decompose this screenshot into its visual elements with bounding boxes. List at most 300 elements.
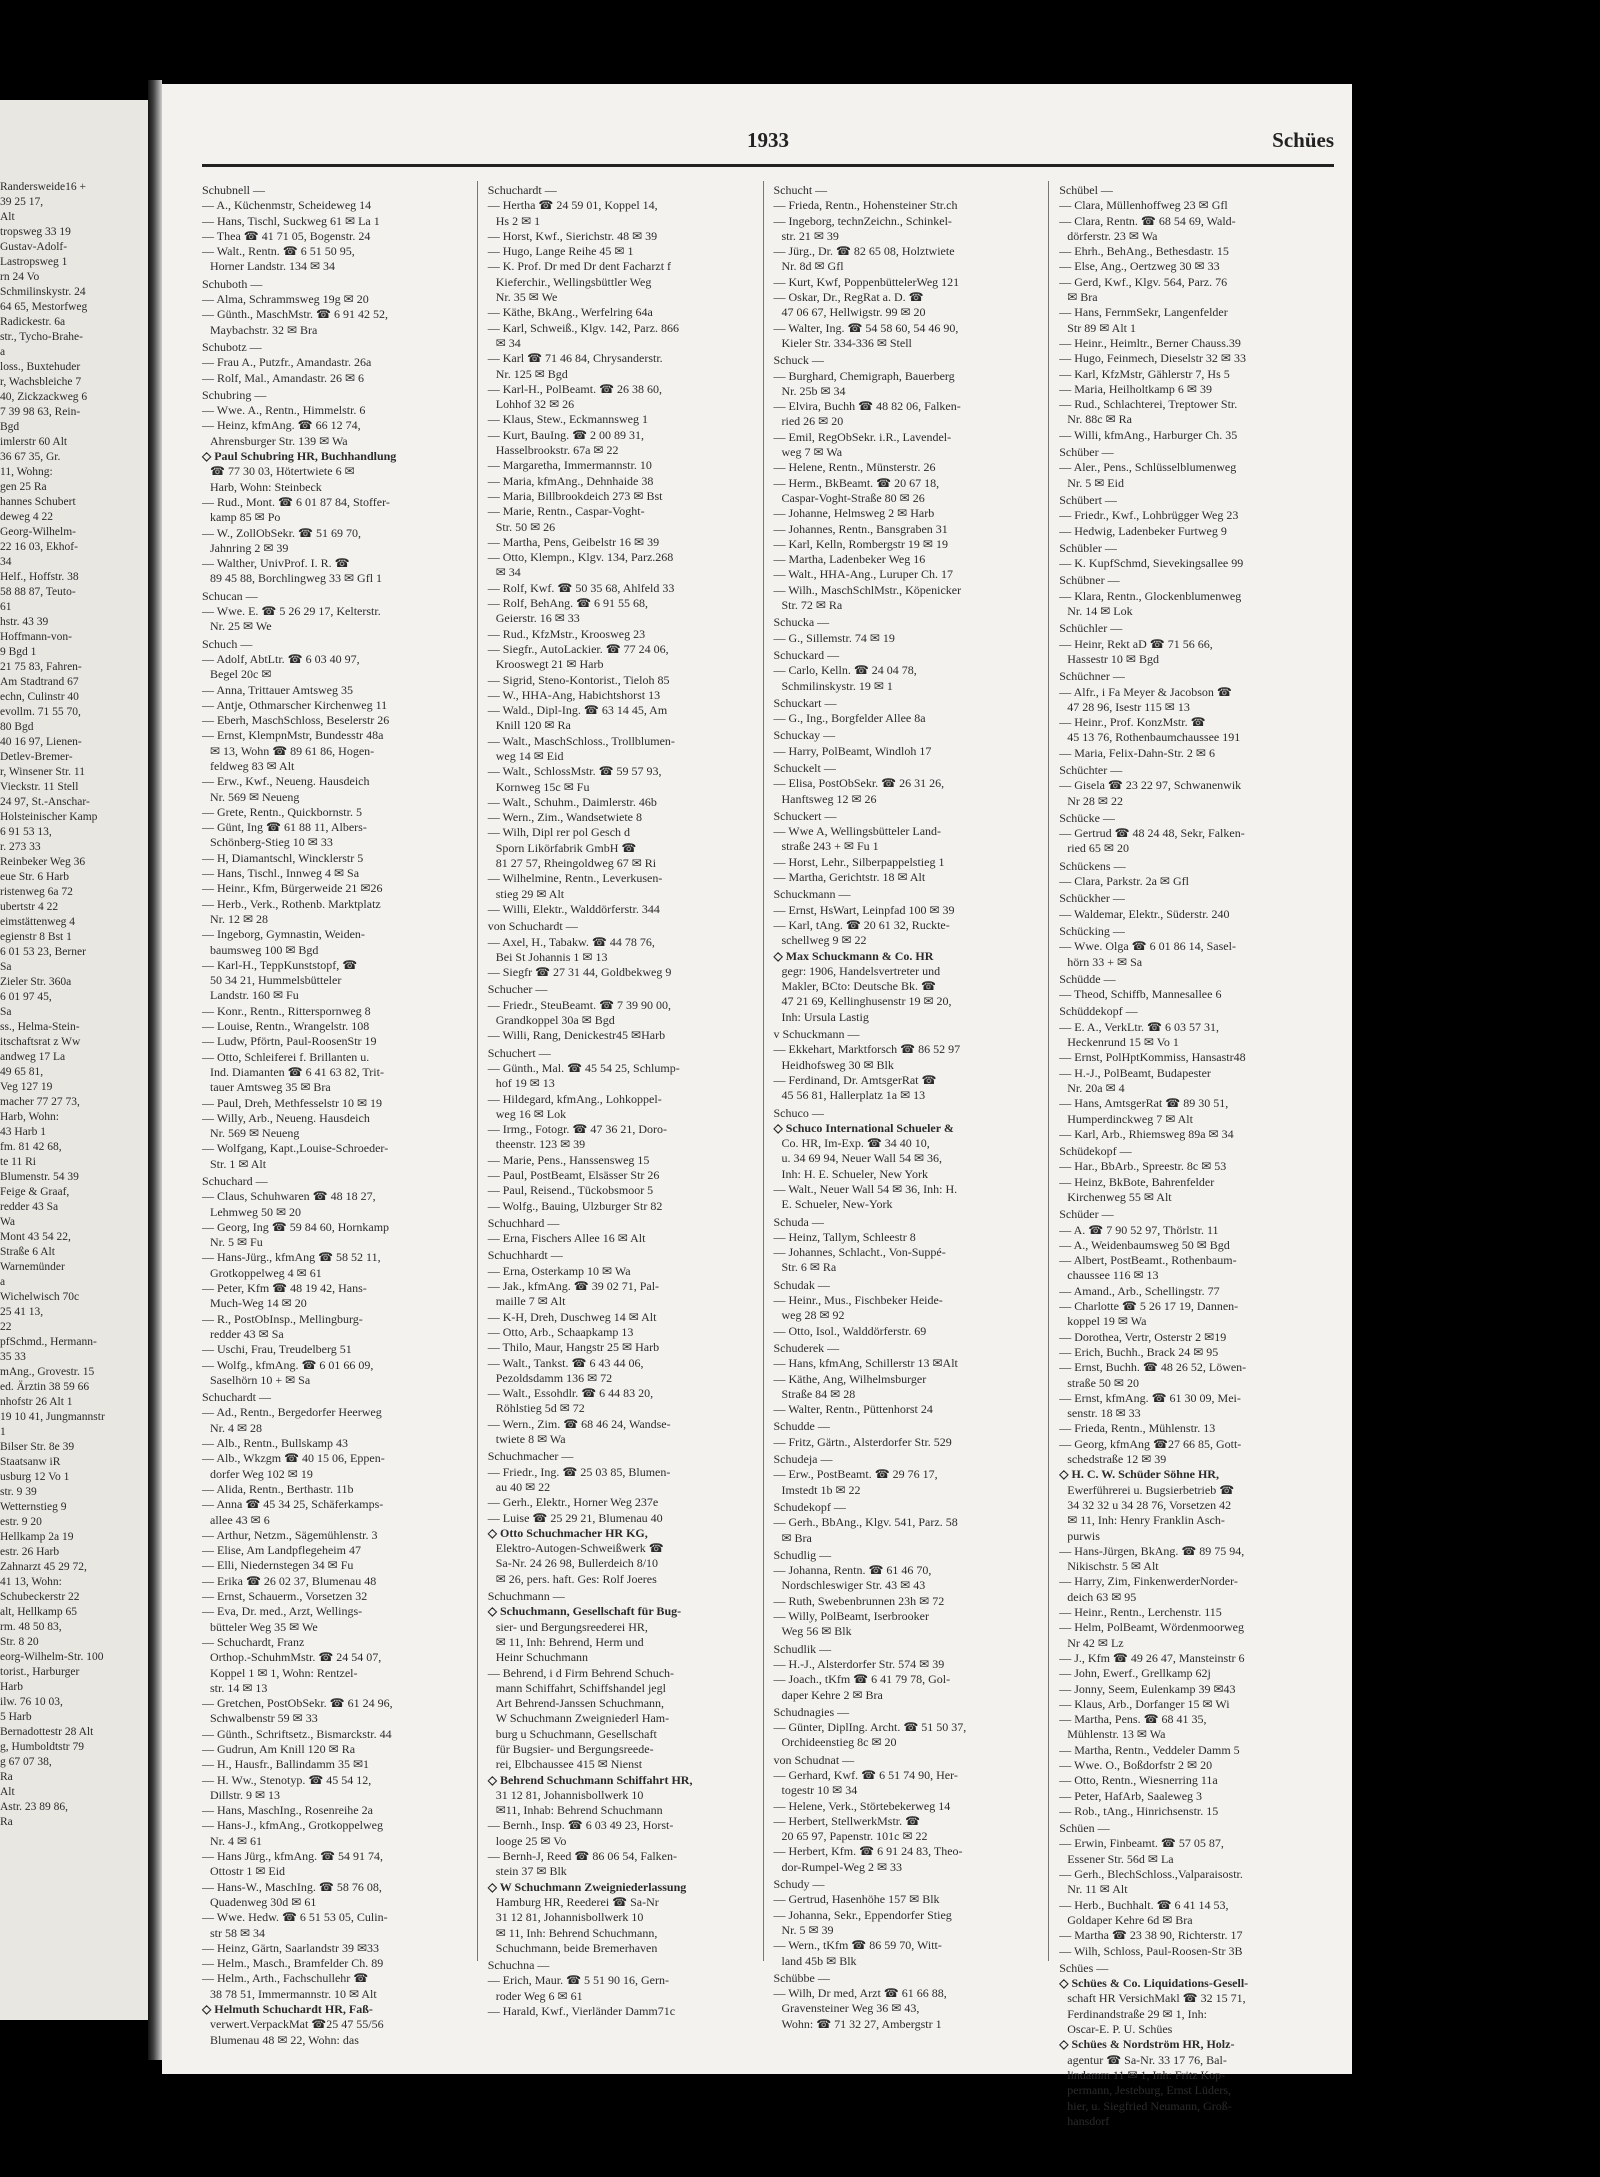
directory-entry-line: — Peter, HafArb, Saaleweg 3	[1059, 1788, 1203, 1803]
directory-entry-line: sier- und Bergungsreederei HR,	[495, 1619, 648, 1634]
directory-entry-line: — W., HHA-Ang, Habichtshorst 13	[487, 687, 661, 702]
directory-entry-line: ✉ 11, Inh: Henry Franklin Asch-	[1067, 1513, 1225, 1528]
directory-entry-line: — Herb., Buchhalt. ☎ 6 41 14 53,	[1059, 1897, 1229, 1912]
directory-entry-line: — Erna, Osterkamp 10 ✉ Wa	[487, 1263, 631, 1278]
directory-entry-line: — John, Ewerf., Grellkamp 62j	[1059, 1666, 1211, 1681]
directory-entry-line: — Sigrid, Steno-Kontorist., Tieloh 85	[487, 672, 670, 687]
surname-heading: Schuckelt —	[773, 760, 836, 775]
directory-entry-line: Heidhofsweg 30 ✉ Blk	[781, 1057, 894, 1072]
directory-entry-line: — Heinz, BkBote, Bahrenfelder	[1059, 1174, 1215, 1189]
directory-entry-line: — Walther, UnivProf. I. R. ☎	[202, 556, 350, 571]
directory-entry-line: baumsweg 100 ✉ Bgd	[210, 942, 319, 957]
directory-entry-line: — Behrend, i d Firm Behrend Schuch-	[487, 1665, 675, 1680]
directory-entry-line: — Joach., tKfm ☎ 6 41 79 78, Gol-	[773, 1672, 951, 1687]
directory-entry-line: — Günt, Ing ☎ 61 88 11, Albers-	[202, 820, 367, 835]
directory-entry-line: — Hans Jürg., kfmAng. ☎ 54 91 74,	[202, 1849, 384, 1864]
directory-entry-line: Kieler Str. 334-336 ✉ Stell	[781, 335, 912, 350]
directory-entry-line: — G., Sillemstr. 74 ✉ 19	[773, 630, 895, 645]
directory-entry-line: 47 06 67, Hellwigstr. 99 ✉ 20	[781, 305, 926, 320]
directory-entry-line: feldweg 83 ✉ Alt	[210, 758, 295, 773]
directory-entry-line: — Jonny, Seem, Eulenkamp 39 ✉43	[1059, 1681, 1236, 1696]
directory-entry-line: — H. Ww., Stenotyp. ☎ 45 54 12,	[202, 1772, 372, 1787]
directory-entry-line: straße 50 ✉ 20	[1067, 1375, 1139, 1390]
directory-entry-line: — Otto, Isol., Walddörferstr. 69	[773, 1323, 927, 1338]
directory-entry-line: — Friedr., Ing. ☎ 25 03 85, Blumen-	[487, 1464, 671, 1479]
directory-entry-line: au 40 ✉ 22	[495, 1479, 551, 1494]
directory-entry-line: 45 13 76, Rothenbaumchaussee 191	[1067, 730, 1241, 745]
surname-heading: Schuderek —	[773, 1340, 840, 1355]
directory-entry-line: Landstr. 160 ✉ Fu	[210, 988, 299, 1003]
directory-entry-line: — Walt., Essohdlr. ☎ 6 44 83 20,	[487, 1386, 654, 1401]
directory-entry-line: Nr. 88c ✉ Ra	[1067, 412, 1132, 427]
left-page-line: deweg 4 22	[0, 511, 54, 523]
directory-entry-line: — Klara, Rentn., Glockenblumenweg	[1059, 588, 1242, 603]
directory-entry-line: Kornweg 15c ✉ Fu	[495, 779, 590, 794]
directory-entry-line: — Helm, PolBeamt, Wördenmoorweg	[1059, 1620, 1244, 1635]
directory-entry-line: hansdorf	[1067, 2113, 1110, 2128]
left-page-line: Alt	[0, 211, 15, 223]
left-page-line: andweg 17 La	[0, 1051, 66, 1063]
surname-heading: Schuchhardt —	[487, 1248, 563, 1263]
directory-entry-line: — Walter, Ing. ☎ 54 58 60, 54 46 90,	[773, 320, 959, 335]
book-gutter	[148, 80, 162, 2060]
left-page-line: ss., Helma-Stein-	[0, 1021, 80, 1033]
directory-entry-line: — Hans, FernmSekr, Langenfelder	[1059, 305, 1228, 320]
directory-entry-line: Maybachstr. 32 ✉ Bra	[210, 322, 318, 337]
left-page-line: Alt	[0, 1786, 15, 1798]
directory-entry-line: — Claus, Schuhwaren ☎ 48 18 27,	[202, 1189, 376, 1204]
directory-entry-line: Kirchenweg 55 ✉ Alt	[1067, 1190, 1172, 1204]
directory-entry-line: Nr. 569 ✉ Neueng	[210, 1126, 300, 1141]
directory-entry-line: Lohhof 32 ✉ 26	[495, 397, 575, 412]
directory-entry-line: — Wwe. E. ☎ 5 26 29 17, Kelterstr.	[202, 604, 381, 619]
left-page-line: Blumenstr. 54 39	[0, 1171, 79, 1183]
directory-entry-line: — Thea ☎ 41 71 05, Bogenstr. 24	[202, 228, 371, 243]
directory-entry-line: — Walt., Rentn. ☎ 6 51 50 95,	[202, 244, 355, 259]
directory-entry-line: — Marie, Pens., Hanssensweg 15	[487, 1152, 650, 1167]
directory-entry-line: — Grete, Rentn., Quickbornstr. 5	[202, 804, 362, 819]
directory-entry-line: — Bernh-J, Reed ☎ 86 06 54, Falken-	[487, 1849, 678, 1864]
left-page-line: Randersweide16 +	[0, 181, 87, 193]
surname-heading: v Schuckmann —	[773, 1027, 860, 1042]
left-page-line: estr. 26 Harb	[0, 1546, 60, 1558]
directory-entry-line: u. 34 69 94, Neuer Wall 54 ✉ 36,	[781, 1151, 943, 1166]
directory-entry-line: — Irmg., Fotogr. ☎ 47 36 21, Doro-	[487, 1122, 668, 1137]
directory-entry-line: — Günth., Mal. ☎ 45 54 25, Schlump-	[487, 1060, 680, 1075]
surname-heading: Schüchter —	[1059, 762, 1123, 777]
directory-entry-line: dörferstr. 23 ✉ Wa	[1067, 228, 1158, 243]
directory-entry-line: — R., PostObInsp., Mellingburg-	[202, 1311, 363, 1326]
left-page-line: hannes Schubert	[0, 496, 76, 508]
directory-entry-line: — Wilh, Dipl rer pol Gesch d	[487, 825, 631, 840]
directory-entry-line: togestr 10 ✉ 34	[781, 1783, 858, 1798]
directory-entry-line: Nordschleswiger Str. 43 ✉ 43	[781, 1578, 926, 1593]
directory-entry-line: — Hans-W., MaschIng. ☎ 58 76 08,	[202, 1879, 382, 1894]
directory-entry-line: — Hertha ☎ 24 59 01, Koppel 14,	[487, 198, 658, 213]
directory-entry-line: — Eva, Dr. med., Arzt, Wellings-	[202, 1604, 363, 1619]
directory-entry-line: Nr. 5 ✉ Eid	[1067, 475, 1124, 490]
directory-entry-line: — Heinr., Heimltr., Berner Chauss.39	[1059, 335, 1241, 350]
left-page-line: Harb, Wohn:	[0, 1111, 59, 1123]
firm-entry: ◇ Behrend Schuchmann Schiffahrt HR,	[487, 1772, 693, 1787]
directory-entry-line: — Elise, Am Landpflegeheim 47	[202, 1543, 361, 1558]
surname-heading: Schüchner —	[1059, 669, 1125, 684]
directory-entry-line: schaft HR VersichMakl ☎ 32 15 71,	[1067, 1991, 1246, 2006]
left-page-line: loss., Buxtehuder	[0, 361, 81, 373]
directory-entry-line: straße 243 + ✉ Fu 1	[781, 839, 879, 854]
left-page-line: Lastropsweg 1	[0, 256, 68, 268]
directory-entry-line: — Wald., Dipl-Ing. ☎ 63 14 45, Am	[487, 703, 668, 718]
directory-entry-line: — Eberh, MaschSchloss, Beselerstr 26	[202, 713, 390, 728]
directory-entry-line: — Martha, Gerichtstr. 18 ✉ Alt	[773, 870, 926, 885]
directory-entry-line: — Otto, Rentn., Wiesnerring 11a	[1059, 1773, 1218, 1788]
left-page-line: 43 Harb 1	[0, 1126, 46, 1138]
left-page-line: echn, Culinstr 40	[0, 691, 79, 703]
surname-heading: Schuchmacher —	[487, 1449, 574, 1464]
directory-entry-line: — Ernst, HsWart, Leinpfad 100 ✉ 39	[773, 902, 955, 917]
directory-entry-line: ried 26 ✉ 20	[781, 414, 844, 429]
left-page-line: Georg-Wilhelm-	[0, 526, 76, 538]
directory-entry-line: Ahrensburger Str. 139 ✉ Wa	[210, 433, 348, 448]
directory-entry-line: — Burghard, Chemigraph, Bauerberg	[773, 368, 955, 383]
surname-heading: Schüen —	[1059, 1821, 1110, 1836]
directory-entry-line: — Elisa, PostObSekr. ☎ 26 31 26,	[773, 776, 945, 791]
directory-entry-line: — Rud., Schlachterei, Treptower Str.	[1059, 397, 1238, 412]
directory-entry-line: — Heinr, Rekt aD ☎ 71 56 66,	[1059, 636, 1213, 651]
left-page-line: Bgd	[0, 421, 20, 433]
directory-entry-line: hörn 33 + ✉ Sa	[1067, 954, 1143, 969]
directory-entry-line: — Hildegard, kfmAng., Lohkoppel-	[487, 1091, 662, 1106]
directory-entry-line: Röhlstieg 5d ✉ 72	[495, 1401, 585, 1416]
directory-entry-line: Ewerführerei u. Bugsierbetrieb ☎	[1067, 1482, 1235, 1497]
directory-entry-line: — Rolf, Mal., Amandastr. 26 ✉ 6	[202, 370, 365, 385]
directory-entry-line: Begel 20c ✉	[210, 667, 272, 682]
directory-entry-line: — Wern., tKfm ☎ 86 59 70, Witt-	[773, 1938, 942, 1953]
directory-entry-line: — Heinr., Mus., Fischbeker Heide-	[773, 1293, 943, 1308]
directory-entry-line: 31 12 81, Johannisbollwerk 10	[495, 1910, 644, 1925]
directory-entry-line: — Hugo, Feinmech, Dieselstr 32 ✉ 33	[1059, 351, 1246, 366]
surname-heading: Schuckart —	[773, 695, 837, 710]
left-page-line: tropsweg 33 19	[0, 226, 71, 238]
left-page-line: 34	[0, 556, 12, 568]
firm-entry: ◇ Helmuth Schuchardt HR, Faß-	[202, 2002, 373, 2017]
left-page-line: Straße 6 Alt	[0, 1246, 55, 1258]
directory-entry-line: — Wwe. Olga ☎ 6 01 86 14, Sasel-	[1059, 939, 1236, 954]
column-3	[773, 181, 1050, 2031]
left-page-line: ristenweg 6a 72	[0, 886, 73, 898]
directory-entry-line: — Herb., Verk., Rothenb. Marktplatz	[202, 896, 381, 911]
directory-entry-line: ✉ Bra	[781, 1530, 812, 1545]
surname-heading: Schucka —	[773, 615, 830, 630]
left-page-line: Wa	[0, 1216, 16, 1228]
firm-entry: ◇ Otto Schuchmacher HR KG,	[487, 1525, 648, 1540]
directory-entry-line: — Frieda, Rentn., Mühlenstr. 13	[1059, 1421, 1216, 1436]
directory-entry-line: — Karl-H., TeppKunststopf, ☎	[202, 957, 358, 972]
surname-heading: Schuchert —	[487, 1045, 551, 1060]
directory-entry-line: — Käthe, Ang, Wilhelmsburger	[773, 1371, 927, 1386]
directory-entry-line: — Wolfgang, Kapt.,Louise-Schroeder-	[202, 1141, 389, 1156]
directory-entry-line: — Friedr., SteuBeamt. ☎ 7 39 90 00,	[487, 997, 672, 1012]
directory-entry-line: Bei St Johannis 1 ✉ 13	[495, 949, 608, 964]
directory-entry-line: — Rud., KfzMstr., Kroosweg 23	[487, 626, 646, 641]
left-page-line: estr. 9 20	[0, 1516, 42, 1528]
directory-entry-line: Krooswegt 21 ✉ Harb	[495, 657, 604, 672]
left-page-line: eue Str. 6 Harb	[0, 871, 69, 883]
directory-entry-line: — Klaus, Stew., Eckmannsweg 1	[487, 412, 648, 427]
directory-entry-line: — Herbert, Kfm. ☎ 6 91 24 83, Theo-	[773, 1844, 963, 1859]
left-page-line: Zieler Str. 360a	[0, 976, 72, 988]
directory-entry-line: ✉ 11, Inh: Behrend Schuchmann,	[495, 1925, 658, 1940]
left-page-line: 39 25 17,	[0, 196, 44, 208]
directory-entry-line: Essener Str. 56d ✉ La	[1067, 1851, 1174, 1866]
directory-entry-line: Schmilinskystr. 19 ✉ 1	[781, 678, 893, 693]
directory-entry-line: — Axel, H., Tabakw. ☎ 44 78 76,	[487, 934, 655, 949]
surname-heading: Schuchhard —	[487, 1215, 560, 1230]
left-page-line: Wichelwisch 70c	[0, 1291, 80, 1303]
surname-heading: Schüchler —	[1059, 621, 1123, 636]
left-page-line: 1	[0, 1426, 6, 1438]
directory-entry-line: — Amand., Arb., Schellingstr. 77	[1059, 1283, 1220, 1298]
directory-entry-line: — Otto, Arb., Schaapkamp 13	[487, 1324, 634, 1339]
left-page-line: 6 91 53 13,	[0, 826, 52, 838]
directory-entry-line: maille 7 ✉ Alt	[495, 1294, 566, 1309]
directory-entry-line: — Ferdinand, Dr. AmtsgerRat ☎	[773, 1072, 937, 1087]
left-page-line: Gustav-Adolf-	[0, 241, 68, 253]
directory-entry-line: — Albert, PostBeamt., Rothenbaum-	[1059, 1253, 1237, 1268]
left-page-line: str. 9 39	[0, 1486, 37, 1498]
directory-entry-line: — Hans, Tischl., Innweg 4 ✉ Sa	[202, 866, 360, 881]
directory-entry-line: — Marie, Rentn., Caspar-Voght-	[487, 504, 645, 519]
directory-entry-line: — Ernst, KlempnMstr, Bundesstr 48a	[202, 728, 384, 743]
directory-entry-line: Ferdinandstraße 29 ✉ 1, Inh:	[1067, 2006, 1207, 2021]
firm-entry: ◇ H. C. W. Schüder Söhne HR,	[1059, 1467, 1219, 1482]
directory-entry-line: 38 78 51, Immermannstr. 10 ✉ Alt	[210, 1986, 377, 2001]
firm-entry: ◇ Schües & Co. Liquidations-Gesell-	[1059, 1976, 1249, 1991]
left-page-line: Reinbeker Weg 36	[0, 856, 86, 868]
directory-entry-line: — Gertrud ☎ 48 24 48, Sekr, Falken-	[1059, 826, 1245, 841]
directory-entry-line: Hanftsweg 12 ✉ 26	[781, 791, 877, 806]
surname-heading: Schuckard —	[773, 647, 840, 662]
left-page-line: redder 43 Sa	[0, 1201, 59, 1213]
directory-entry-line: — Johannes, Schlacht., Von-Suppé-	[773, 1245, 946, 1260]
directory-entry-line: Schönberg-Stieg 10 ✉ 33	[210, 835, 333, 850]
left-page-line: Helf., Hoffstr. 38	[0, 571, 79, 583]
directory-entry-line: 81 27 57, Rheingoldweg 67 ✉ Ri	[495, 856, 657, 871]
directory-entry-line: — Anna, Trittauer Amtsweg 35	[202, 682, 354, 697]
directory-entry-line: str. 14 ✉ 13	[210, 1680, 268, 1695]
directory-entry-line: — Wilh., MaschSchlMstr., Köpenicker	[773, 582, 962, 597]
directory-entry-line: str. 21 ✉ 39	[781, 228, 839, 243]
directory-entry-line: — Wolfg., kfmAng. ☎ 6 01 66 09,	[202, 1357, 374, 1372]
directory-entry-line: weg 16 ✉ Lok	[495, 1106, 567, 1121]
surname-heading: Schuck —	[773, 353, 824, 368]
surname-heading: Schudekopf —	[773, 1499, 846, 1514]
directory-entry-line: roder Weg 6 ✉ 61	[495, 1988, 583, 2003]
column-1	[202, 181, 478, 2047]
directory-entry-line: Wohn: ☎ 71 32 27, Ambergstr 1	[781, 2016, 942, 2031]
left-page-line: Ra	[0, 1816, 13, 1828]
directory-entry-line: — H, Diamantschl, Wincklerstr 5	[202, 850, 364, 865]
directory-entry-line: Sporn Likörfabrik GmbH ☎	[495, 840, 637, 855]
directory-entry-line: — Willi, Elektr., Walddörferstr. 344	[487, 901, 660, 916]
directory-entry-line: — Waldemar, Elektr., Süderstr. 240	[1059, 906, 1230, 921]
surname-heading: Schübert —	[1059, 492, 1117, 507]
directory-entry-line: — Harry, PolBeamt, Windloh 17	[773, 743, 932, 758]
directory-entry-line: — Schuchardt, Franz	[202, 1634, 305, 1649]
left-page-line: ubertstr 4 22	[0, 901, 59, 913]
directory-page	[162, 84, 1352, 2128]
surname-heading: Schuda —	[773, 1214, 824, 1229]
directory-entry-line: Mühlenstr. 13 ✉ Wa	[1067, 1727, 1166, 1742]
directory-entry-line: permann, Jesteburg, Ernst Lüders,	[1067, 2083, 1231, 2098]
directory-entry-line: — H., Hausfr., Ballindamm 35 ✉1	[202, 1757, 370, 1772]
directory-entry-line: ✉ 13, Wohn ☎ 89 61 86, Hogen-	[210, 743, 375, 758]
directory-entry-line: — W., ZollObSekr. ☎ 51 69 70,	[202, 525, 361, 540]
directory-entry-line: — Siegfr., AutoLackier. ☎ 77 24 06,	[487, 641, 669, 656]
directory-entry-line: — Maria, Billbrookdeich 273 ✉ Bst	[487, 488, 663, 503]
directory-entry-line: — Helene, Rentn., Münsterstr. 26	[773, 460, 936, 475]
left-page-line: rm. 48 50 83,	[0, 1621, 62, 1633]
directory-entry-line: — Karl, KfzMstr, Gählerstr 7, Hs 5	[1059, 366, 1230, 381]
directory-entry-line: ✉ Bra	[1067, 290, 1098, 305]
directory-entry-line: — Wilh, Schloss, Paul-Roosen-Str 3B	[1059, 1943, 1243, 1958]
directory-entry-line: — Elli, Niedernstegen 34 ✉ Fu	[202, 1558, 354, 1573]
left-page-line: Str. 8 20	[0, 1636, 39, 1648]
directory-entry-line: Nr. 5 ✉ 39	[781, 1922, 834, 1937]
surname-heading: Schückher —	[1059, 891, 1125, 906]
directory-entry-line: Schwalbenstr 59 ✉ 33	[210, 1711, 318, 1726]
directory-entry-line: 45 56 81, Hallerplatz 1a ✉ 13	[781, 1088, 926, 1103]
left-page-line: mAng., Grovestr. 15	[0, 1366, 95, 1378]
left-page-line: str., Tycho-Brahe-	[0, 331, 83, 343]
directory-entry-line: — Karl, Arb., Rhiemsweg 89a ✉ 34	[1059, 1126, 1234, 1141]
directory-entry-line: — Maria, Heilholtkamp 6 ✉ 39	[1059, 381, 1212, 396]
directory-entry-line: — Hugo, Lange Reihe 45 ✉ 1	[487, 244, 634, 259]
left-page-line: Wetternstieg 9	[0, 1501, 67, 1513]
directory-entry-line: — Ekkehart, Marktforsch ☎ 86 52 97	[773, 1042, 961, 1057]
directory-entry-line: Orchideenstieg 8c ✉ 20	[781, 1735, 897, 1750]
directory-entry-line: — Louise, Rentn., Wrangelstr. 108	[202, 1019, 370, 1034]
directory-entry-line: — Thilo, Maur, Hangstr 25 ✉ Harb	[487, 1340, 660, 1355]
directory-entry-line: str 58 ✉ 34	[210, 1925, 266, 1940]
left-page-line: Schmilinskystr. 24	[0, 286, 86, 298]
directory-entry-line: Str. 1 ✉ Alt	[210, 1156, 267, 1171]
directory-entry-line: — Herm., BkBeamt. ☎ 20 67 18,	[773, 475, 940, 490]
directory-entry-line: — Alma, Schrammsweg 19g ✉ 20	[202, 292, 369, 307]
directory-entry-line: daper Kehre 2 ✉ Bra	[781, 1687, 883, 1702]
left-page-line: 25 41 13,	[0, 1306, 44, 1318]
directory-entry-line: mann Schiffahrt, Schiffshandel jegl	[495, 1680, 666, 1695]
directory-entry-line: — Emil, RegObSekr. i.R., Lavendel-	[773, 429, 952, 444]
directory-entry-line: — Alida, Rentn., Berthastr. 11b	[202, 1481, 354, 1496]
left-page-line: Detlev-Bremer-	[0, 751, 73, 763]
directory-entry-line: — Ruth, Swebenbrunnen 23h ✉ 72	[773, 1593, 945, 1608]
left-page-line: evollm. 71 55 70,	[0, 706, 81, 718]
directory-entry-line: — Alb., Rentn., Bullskamp 43	[202, 1436, 349, 1451]
firm-entry: ◇ Max Schuckmann & Co. HR	[773, 948, 934, 963]
directory-entry-line: — Alfr., i Fa Meyer & Jacobson ☎	[1059, 684, 1232, 699]
directory-entry-line: — Clara, Rentn. ☎ 68 54 69, Wald-	[1059, 213, 1236, 228]
directory-entry-line: — Wwe A, Wellingsbütteler Land-	[773, 824, 942, 839]
directory-entry-line: — Hans, Tischl, Suckweg 61 ✉ La 1	[202, 213, 380, 228]
directory-entry-line: — Gertrud, Hasenhöhe 157 ✉ Blk	[773, 1892, 940, 1907]
left-page-line: Vieckstr. 11 Stell	[0, 781, 79, 793]
surname-heading: Schüder —	[1059, 1207, 1114, 1222]
directory-entry-line: — Heinz, kfmAng. ☎ 66 12 74,	[202, 418, 361, 433]
directory-entry-line: — Ehrh., BehAng., Bethesdastr. 15	[1059, 244, 1229, 259]
surname-heading: Schuchardt —	[487, 183, 557, 197]
surname-heading: Schudy —	[773, 1877, 825, 1892]
directory-entry-line: — Heinr., Rentn., Lerchenstr. 115	[1059, 1605, 1222, 1620]
surname-heading: Schudnagies —	[773, 1704, 850, 1719]
directory-entry-line: — Erw., PostBeamt. ☎ 29 76 17,	[773, 1467, 938, 1482]
directory-entry-line: 47 21 69, Kellinghusenstr 19 ✉ 20,	[781, 994, 952, 1009]
left-page-line: 61	[0, 601, 12, 613]
left-page-line: Veg 127 19	[0, 1081, 53, 1093]
directory-entry-line: — Horst, Lehr., Silberpappelstieg 1	[773, 854, 945, 869]
directory-entry-line: — Ernst, kfmAng. ☎ 61 30 09, Mei-	[1059, 1390, 1241, 1405]
directory-entry-line: — Karl, Schweiß., Klgv. 142, Parz. 866	[487, 320, 679, 335]
surname-heading: Schubotz —	[202, 339, 262, 354]
directory-entry-line: Nr 42 ✉ Lz	[1067, 1635, 1124, 1650]
directory-entry-line: — Anna ☎ 45 34 25, Schäferkamps-	[202, 1497, 384, 1512]
directory-entry-line: — A., Weidenbaumsweg 50 ✉ Bgd	[1059, 1237, 1230, 1252]
directory-entry-line: — G., Ing., Borgfelder Allee 8a	[773, 711, 926, 726]
directory-entry-line: — Adolf, AbtLtr. ☎ 6 03 40 97,	[202, 651, 360, 666]
directory-entry-line: — Clara, Parkstr. 2a ✉ Gfl	[1059, 874, 1189, 889]
directory-entry-line: Inh: H. E. Schueler, New York	[781, 1166, 929, 1181]
left-page-line: eorg-Wilhelm-Str. 100	[0, 1651, 104, 1663]
directory-entry-line: — Friedr., Kwf., Lohbrügger Weg 23	[1059, 508, 1239, 523]
directory-entry-line: — Karl-H., PolBeamt. ☎ 26 38 60,	[487, 381, 663, 396]
directory-entry-line: twiete 8 ✉ Wa	[495, 1432, 566, 1447]
surname-heading: Schuco —	[773, 1105, 824, 1120]
directory-entry-line: lindamm 11 ✉ 1, Inh: Fritz Kop-	[1067, 2067, 1226, 2082]
directory-entry-line: — Antje, Othmarscher Kirchenweg 11	[202, 697, 388, 712]
directory-entry-line: Imstedt 1b ✉ 22	[781, 1482, 861, 1497]
surname-heading: Schües —	[1059, 1960, 1109, 1975]
directory-entry-line: E. Schueler, New-York	[781, 1197, 893, 1212]
left-page-line: g, Humboldtstr 79	[0, 1741, 85, 1753]
directory-entry-line: — Karl, Kelln, Rombergstr 19 ✉ 19	[773, 536, 948, 551]
directory-entry-line: — Wwe. Hedw. ☎ 6 51 53 05, Culin-	[202, 1910, 388, 1925]
directory-entry-line: — Willi, kfmAng., Harburger Ch. 35	[1059, 427, 1238, 442]
directory-entry-line: — Martha, Rentn., Veddeler Damm 5	[1059, 1742, 1240, 1757]
directory-entry-line: — Gudrun, Am Knill 120 ✉ Ra	[202, 1741, 356, 1756]
directory-entry-line: — Martha, Pens, Geibelstr 16 ✉ 39	[487, 534, 660, 549]
directory-entry-line: Heinr Schuchmann	[495, 1650, 589, 1665]
directory-entry-line: — K. KupfSchmd, Sievekingsallee 99	[1059, 556, 1244, 571]
directory-entry-line: Nr. 11 ✉ Alt	[1067, 1882, 1128, 1897]
directory-entry-line: — Ingeborg, Gymnastin, Weiden-	[202, 927, 365, 942]
left-page-line: 41 13, Wohn:	[0, 1576, 62, 1588]
left-page-line: Bernadottestr 28 Alt	[0, 1726, 94, 1738]
directory-entry-line: 89 45 88, Borchlingweg 33 ✉ Gfl 1	[210, 571, 383, 586]
directory-entry-line: — Luise ☎ 25 29 21, Blumenau 40	[487, 1510, 663, 1525]
directory-entry-line: — Johanna, Sekr., Eppendorfer Stieg	[773, 1907, 952, 1922]
left-page-line: g 67 07 38,	[0, 1756, 52, 1768]
directory-entry-line: Inh: Ursula Lastig	[781, 1009, 869, 1024]
directory-entry-line: — Margaretha, Immermannstr. 10	[487, 458, 652, 473]
surname-heading: Schudlig —	[773, 1547, 832, 1562]
directory-entry-line: ✉ 34	[495, 565, 521, 580]
left-page-line: Sa	[0, 1006, 12, 1018]
directory-columns	[202, 181, 1334, 2128]
directory-entry-line: gegr: 1906, Handelsvertreter und	[781, 963, 941, 978]
directory-entry-line: — Rud., Mont. ☎ 6 01 87 84, Stoffer-	[202, 494, 390, 509]
directory-entry-line: Hassestr 10 ✉ Bgd	[1067, 651, 1159, 666]
left-page-line: Hoffmann-von-	[0, 631, 72, 643]
